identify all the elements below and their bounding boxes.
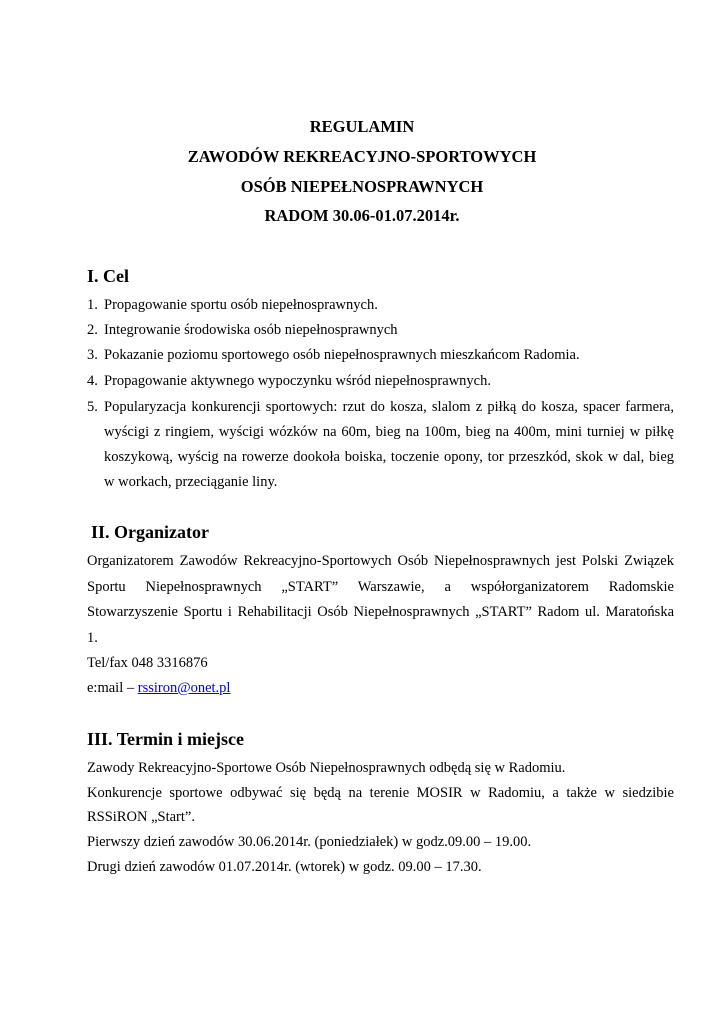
organizer-paragraph-line-3: Stowarzyszenie Sportu i Rehabilitacji Osób Niepełnosprawnych „START” Radom ul. Maratońska bbox=[87, 604, 674, 620]
list-item-5-line-2: wyścigi z ringiem, wyścigi wózków na 60m, bieg na 100m, bieg na 400m, mini turniej w piłkę bbox=[104, 424, 674, 440]
list-item-3-text: Pokazanie poziomu sportowego osób niepełnosprawnych mieszkańcom Radomia. bbox=[104, 347, 580, 363]
organizer-paragraph-line-1: Organizatorem Zawodów Rekreacyjno-Sportowych Osób Niepełnosprawnych jest Polski Związek bbox=[87, 553, 674, 569]
section-3-heading: III. Termin i miejsce bbox=[87, 729, 244, 749]
list-item-3-number: 3. bbox=[87, 347, 98, 363]
section-1-heading: I. Cel bbox=[87, 266, 129, 286]
list-item-5-number: 5. bbox=[87, 399, 98, 415]
list-item-5-line-4: w workach, przeciąganie liny. bbox=[104, 474, 278, 490]
email-label: e:mail – bbox=[87, 680, 138, 696]
day-2-schedule: Drugi dzień zawodów 01.07.2014r. (wtorek) w godz. 09.00 – 17.30. bbox=[87, 859, 482, 875]
section-2-heading: II. Organizator bbox=[91, 522, 209, 542]
title-line-1: REGULAMIN bbox=[309, 117, 415, 136]
list-item-2-number: 2. bbox=[87, 322, 98, 338]
organizer-paragraph-line-2: Sportu Niepełnosprawnych „START” Warszawie, a współorganizatorem Radomskie bbox=[87, 579, 674, 595]
organizer-telfax: Tel/fax 048 3316876 bbox=[87, 655, 208, 671]
email-link[interactable]: rssiron@onet.pl bbox=[137, 680, 231, 696]
list-item-5-line-3: koszykową, wyścig na rowerze dookoła boiska, toczenie opony, tor przeszkód, skok w dal, bieg bbox=[104, 449, 674, 465]
title-line-4: RADOM 30.06-01.07.2014r. bbox=[264, 206, 460, 225]
list-item-2-text: Integrowanie środowiska osób niepełnosprawnych bbox=[104, 322, 398, 338]
list-item-1-text: Propagowanie sportu osób niepełnosprawnych. bbox=[104, 297, 378, 313]
list-item-4-number: 4. bbox=[87, 373, 98, 389]
organizer-paragraph-line-4: 1. bbox=[87, 630, 98, 646]
list-item-4-text: Propagowanie aktywnego wypoczynku wśród niepełnosprawnych. bbox=[104, 373, 491, 389]
venue-line-1: Zawody Rekreacyjno-Sportowe Osób Niepełnosprawnych odbędą się w Radomiu. bbox=[87, 760, 566, 776]
venue-line-3: RSSiRON „Start”. bbox=[87, 809, 195, 825]
organizer-email-row bbox=[87, 679, 230, 697]
venue-line-2: Konkurencje sportowe odbywać się będą na terenie MOSIR w Radomiu, a także w siedzibie bbox=[87, 785, 674, 801]
day-1-schedule: Pierwszy dzień zawodów 30.06.2014r. (poniedziałek) w godz.09.00 – 19.00. bbox=[87, 834, 532, 850]
list-item-1-number: 1. bbox=[87, 297, 98, 313]
list-item-5-line-1: Popularyzacja konkurencji sportowych: rzut do kosza, slalom z piłką do kosza, spacer farmera, bbox=[104, 399, 674, 415]
title-line-3: OSÓB NIEPEŁNOSPRAWNYCH bbox=[240, 177, 484, 196]
title-line-2: ZAWODÓW REKREACYJNO-SPORTOWYCH bbox=[187, 147, 537, 166]
